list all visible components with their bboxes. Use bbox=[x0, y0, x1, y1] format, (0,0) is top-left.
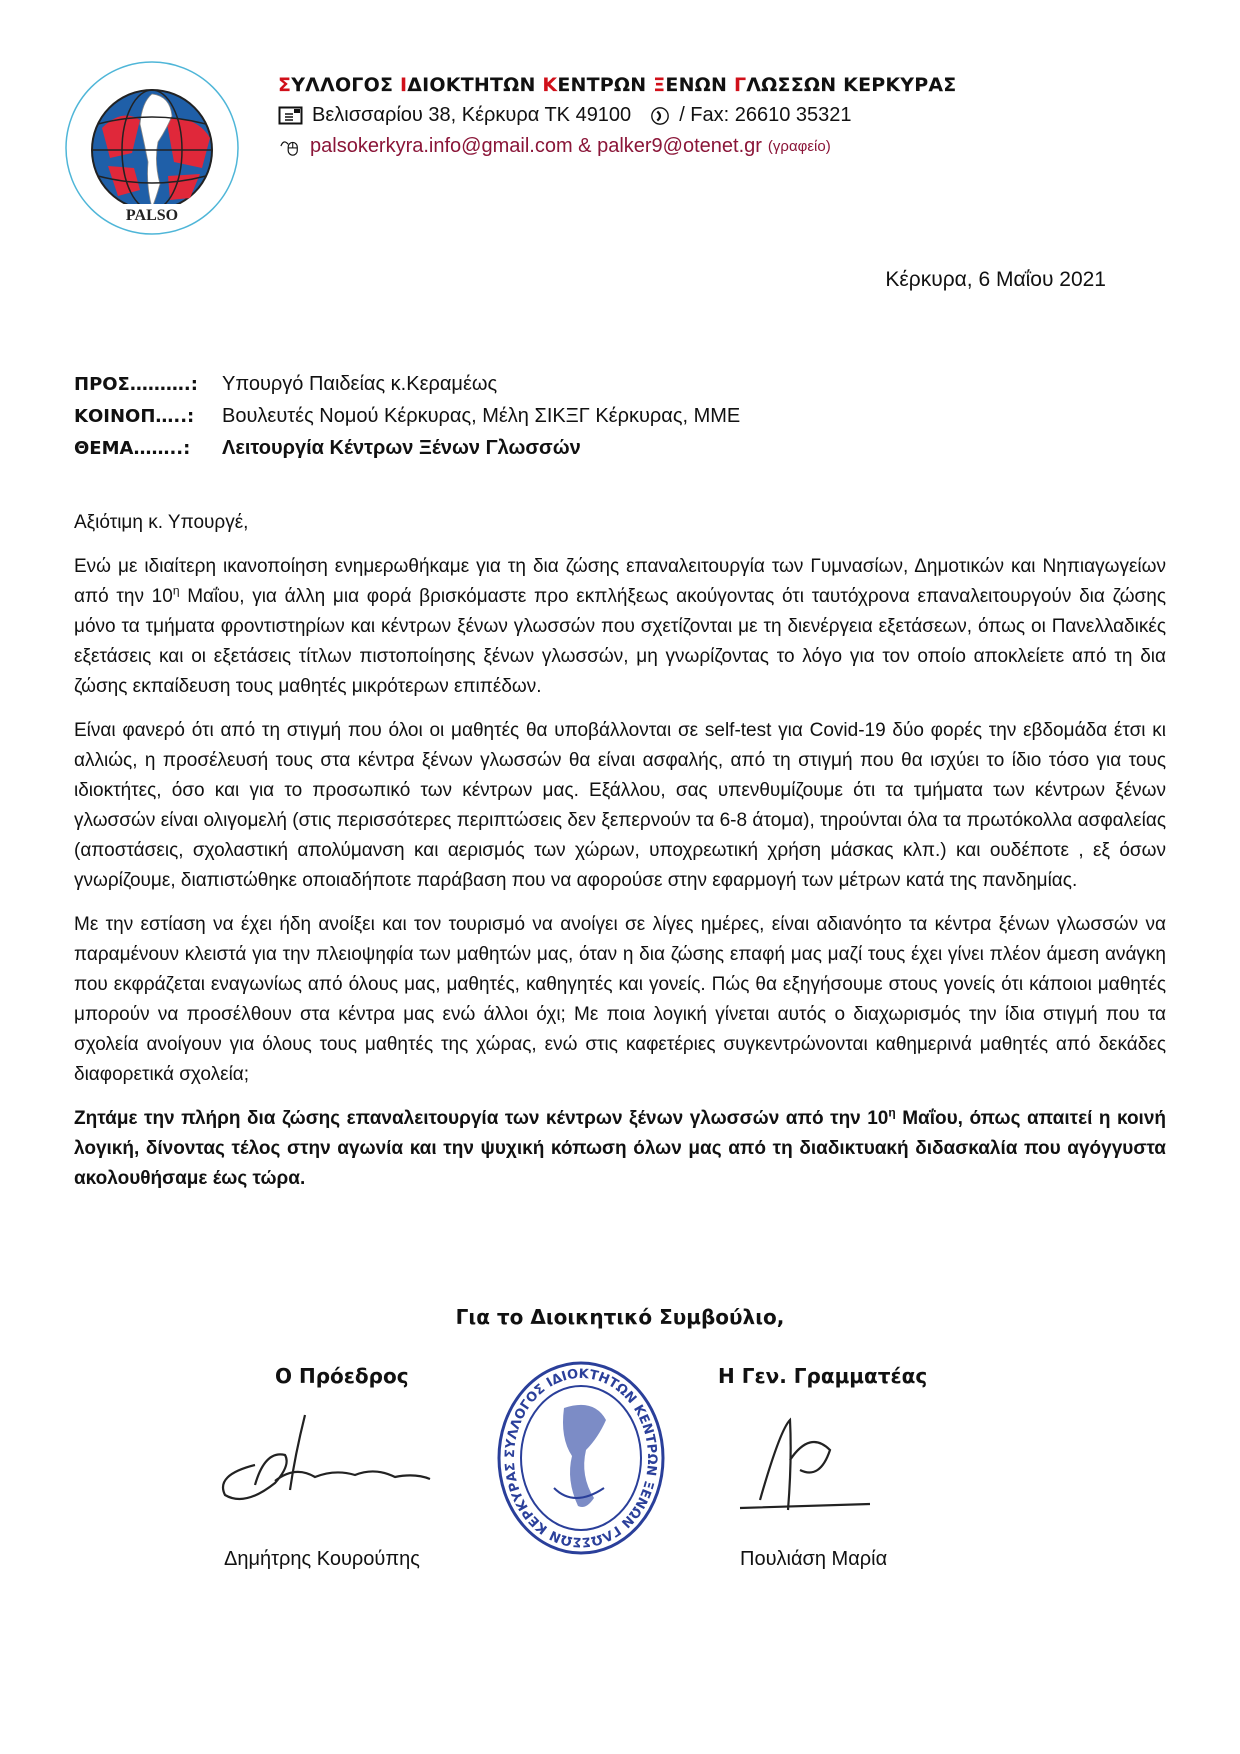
paragraph-text: Μαΐου, όπως απαιτεί η κοινή λογική, δίνοντας τέλος στην αγωνία και την ψυχική κόπωση όλων μας από τη διαδικτυακή διδασκαλία που αγόγγυστα ακολουθήσαμε έως τώρα. bbox=[74, 1108, 1167, 1189]
email-links[interactable]: palsokerkyra.info@gmail.com & palker9@otenet.gr bbox=[310, 135, 762, 157]
recipient-block bbox=[74, 368, 740, 464]
meta-value: Βουλευτές Νομού Κέρκυρας, Μέλη ΣΙΚΞΓ Κέρκυρας, ΜΜΕ bbox=[222, 404, 741, 427]
paragraph-demand bbox=[74, 1104, 1166, 1194]
address-text: Βελισσαρίου 38, Κέρκυρα ΤΚ 49100 bbox=[312, 104, 632, 126]
org-name-initial: Σ bbox=[278, 74, 292, 96]
paragraph-text: Είναι φανερό ότι από τη στιγμή που όλοι οι μαθητές θα υποβάλλονται σε self-test για Covid-19 δύο φορές την εβδομάδα έτσι κι αλλιώς, η προσέλευσή τους στα κέντρα ξένων γλωσσών θα είναι ασφαλής, από τη στιγμή που θα ισχύει το ίδιο τόσο για τους ιδιοκτήτες, όσο και για το προσωπικό των κέντρων μας. Εξάλλου, σας υπενθυμίζουμε ότι τα τμήματα των κέντρων ξένων γλωσσών είναι ολιγομελή (στις περισσότερες περιπτώσεις δεν ξεπερνούν τα 6-8 άτομα), τηρούνται όλα τα πρωτόκολλα ασφαλείας (αποστάσεις, σχολαστική απολύμανση και αερισμός των χώρων, υποχρεωτική χρήση μάσκας κλπ.) και ουδέποτε , εξ όσων γνωρίζουμε, διαπιστώθηκε οποιαδήποτε παράβαση που να αφορούσε στην εφαρμογή των μέτρων κατά της πανδημίας. bbox=[74, 720, 1166, 891]
superscript: η bbox=[888, 1105, 896, 1120]
organization-logo bbox=[62, 58, 242, 238]
phone-icon bbox=[649, 106, 671, 126]
meta-row-subject bbox=[74, 432, 740, 464]
meta-label: ΘΕΜΑ……..: bbox=[74, 437, 191, 459]
meta-value: Λειτουργία Κέντρων Ξένων Γλωσσών bbox=[222, 436, 581, 459]
org-name-word: ΕΝΤΡΩΝ bbox=[557, 74, 654, 96]
stamp-ring-text: ΣΥΛΛΟΓΟΣ ΙΔΙΟΚΤΗΤΩΝ ΚΕΝΤΡΩΝ ΞΕΝΩΝ ΓΛΩΣΣΩΝ ΚΕΡΚΥΡΑΣ bbox=[502, 1366, 660, 1550]
org-name-initial: Ι bbox=[399, 74, 408, 96]
superscript: η bbox=[172, 583, 180, 598]
org-name-word: ΕΝΩΝ bbox=[665, 74, 734, 96]
meta-value: Υπουργό Παιδείας κ.Κεραμέως bbox=[222, 372, 498, 395]
paragraph-text: Ενώ με ιδιαίτερη ικανοποίηση ενημερωθήκαμε για τη δια ζώσης επαναλειτουργία των Γυμνασίων, Δημοτικών και Νηπιαγωγείων από την 10 bbox=[74, 556, 1166, 607]
letter-body bbox=[74, 508, 1166, 1208]
org-name-word: ΥΛΛΟΓΟΣ bbox=[291, 74, 400, 96]
org-name-word: ΛΩΣΣΩΝ ΚΕΡΚΥΡΑΣ bbox=[746, 74, 957, 96]
president-signature bbox=[195, 1395, 435, 1515]
mouse-icon bbox=[278, 137, 302, 157]
organization-name bbox=[278, 74, 956, 96]
envelope-icon bbox=[278, 106, 304, 126]
paragraph bbox=[74, 716, 1166, 896]
paragraph-text: Μαΐου, για άλλη μια φορά βρισκόμαστε προ εκπλήξεως ακούγοντας ότι ταυτόχρονα επαναλειτουργούν δια ζώσης μόνο τα τμήματα φροντιστηρίων και κέντρων ξένων γλωσσών που σχετίζονται με τη διενέργεια εξετάσεων, όπως οι Πανελλαδικές εξετάσεις και οι εξετάσεις τίτλων πιστοποίησης ξένων γλωσσών, μη γνωρίζοντας το λόγο για τον οποίο αποκλείετε από τη δια ζώσης εκπαίδευση τους μαθητές μικρότερων επιπέδων. bbox=[74, 586, 1166, 697]
org-name-initial: Ξ bbox=[653, 74, 666, 96]
meta-row-to bbox=[74, 368, 740, 400]
secretary-signature bbox=[720, 1400, 880, 1530]
email-note: (γραφείο) bbox=[767, 138, 831, 155]
email-line bbox=[278, 135, 956, 158]
letter-date: Κέρκυρα, 6 Μαΐου 2021 bbox=[885, 268, 1106, 291]
official-stamp bbox=[494, 1358, 669, 1558]
phone-fax-text: / Fax: 26610 35321 bbox=[679, 104, 852, 126]
org-name-word: ΔΙΟΚΤΗΤΩΝ bbox=[407, 74, 543, 96]
signatory-role-president: Ο Πρόεδρος bbox=[275, 1364, 409, 1388]
paragraph bbox=[74, 552, 1166, 702]
org-name-initial: Κ bbox=[542, 74, 558, 96]
letterhead bbox=[278, 74, 956, 158]
meta-row-cc bbox=[74, 400, 740, 432]
salutation: Αξιότιμη κ. Υπουργέ, bbox=[74, 512, 249, 533]
meta-label: ΚΟΙΝΟΠ…..: bbox=[74, 405, 195, 427]
closing-line: Για το Διοικητικό Συμβούλιο, bbox=[455, 1305, 785, 1329]
secretary-name: Πουλιάση Μαρία bbox=[740, 1548, 888, 1570]
paragraph-text: Ζητάμε την πλήρη δια ζώσης επαναλειτουργία των κέντρων ξένων γλωσσών από την 10 bbox=[74, 1108, 889, 1129]
president-name: Δημήτρης Κουρούπης bbox=[224, 1548, 420, 1570]
paragraph-text: Με την εστίαση να έχει ήδη ανοίξει και τον τουρισμό να ανοίγει σε λίγες ημέρες, είναι αδιανόητο τα κέντρα ξένων γλωσσών να παραμένουν κλειστά για την πλειοψηφία των μαθητών μας, όταν η δια ζώσης επαφή μας μαζί τους έχει γίνει πλέον άμεση ανάγκη που εκφράζεται εναγωνίως από όλους μας, μαθητές, καθηγητές και γονείς. Πώς θα εξηγήσουμε στους γονείς ότι κάποιοι μαθητές μπορούν να προσέλθουν στα κέντρα μας ενώ άλλοι όχι; Με ποια λογική γίνεται αυτός ο διαχωρισμός την ίδια στιγμή που τα σχολεία ανοίγουν για όλους τους μαθητές της χώρας, ενώ στις καφετέριες συγκεντρώνονται καθημερινά μαθητές από δεκάδες διαφορετικά σχολεία; bbox=[74, 914, 1166, 1085]
signatory-role-secretary: Η Γεν. Γραμματέας bbox=[718, 1364, 928, 1388]
logo-text: PALSO bbox=[125, 207, 179, 224]
address-line bbox=[278, 104, 956, 127]
meta-label: ΠΡΟΣ……….: bbox=[74, 373, 198, 395]
paragraph bbox=[74, 910, 1166, 1090]
org-name-initial: Γ bbox=[733, 74, 747, 96]
